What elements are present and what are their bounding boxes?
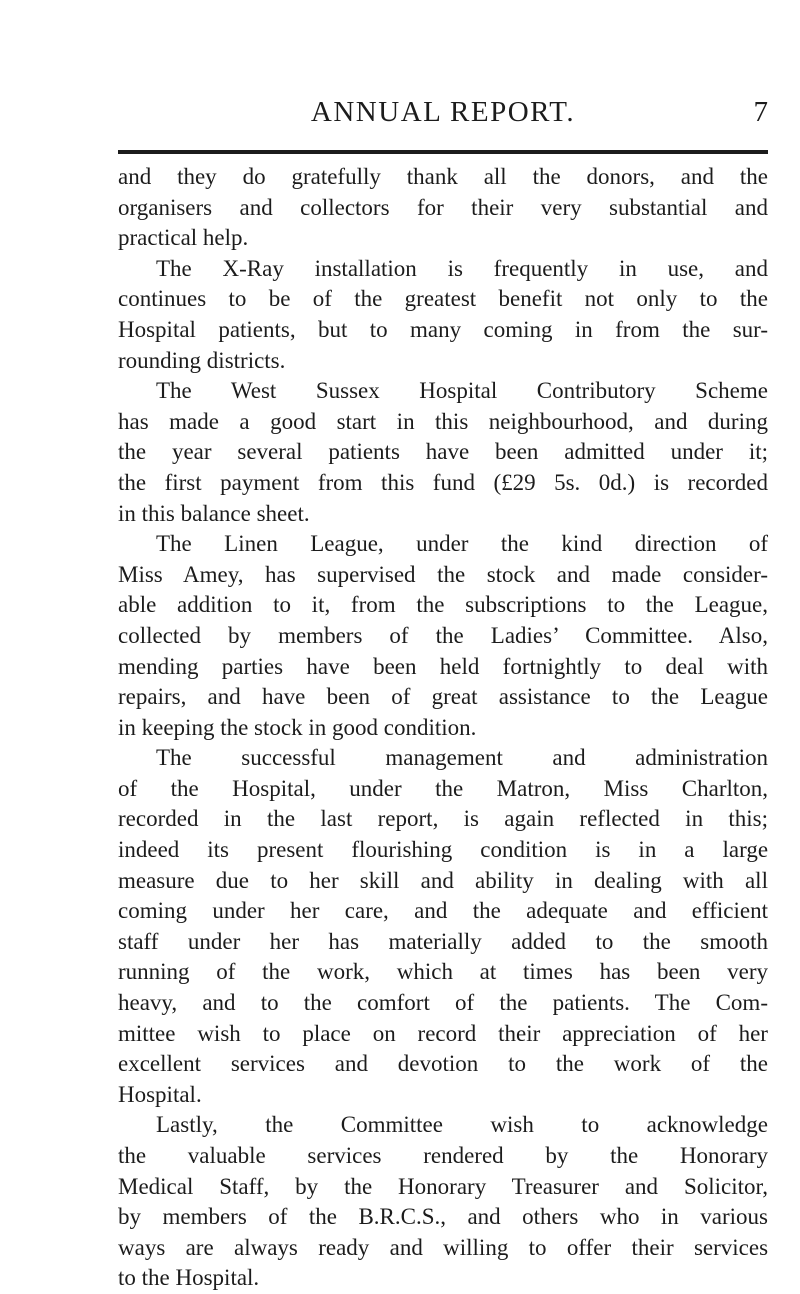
- text-line: in keeping the stock in good condition.: [118, 714, 477, 740]
- text-line: running of the work, which at times has been very: [118, 959, 768, 985]
- text-line: Hospital patients, but to many coming in from the sur-: [118, 316, 769, 342]
- paragraph-linen-league: [118, 529, 768, 743]
- text-line: The X-Ray installation is frequently in use, and: [156, 255, 768, 281]
- text-line: ways are always ready and willing to offer their services: [118, 1234, 769, 1260]
- text-line: continues to be of the greatest benefit not only to the: [118, 286, 768, 312]
- text-line: of the Hospital, under the Matron, Miss Charlton,: [118, 775, 769, 801]
- text-line: mittee wish to place on record their appreciation of her: [118, 1020, 768, 1046]
- paragraph-management: [118, 743, 768, 1110]
- text-line: and they do gratefully thank all the donors, and the: [118, 164, 768, 189]
- paragraph-acknowledgements: [118, 1110, 768, 1294]
- text-line: the valuable services rendered by the Honorary: [118, 1143, 769, 1168]
- paragraph-donors: [118, 162, 768, 254]
- text-line: The successful management and administration: [156, 745, 768, 771]
- text-line: heavy, and to the comfort of the patients. The Com-: [118, 990, 768, 1016]
- text-line: rounding districts.: [118, 347, 286, 373]
- text-line: recorded in the last report, is again reflected in this;: [118, 806, 769, 832]
- text-line: mending parties have been held fortnightly to deal with: [118, 653, 769, 679]
- text-line: Miss Amey, has supervised the stock and made consider-: [118, 561, 768, 587]
- text-line: the year several patients have been admitted under it;: [118, 439, 768, 465]
- text-line: organisers and collectors for their very substantial and: [118, 194, 769, 220]
- text-line: to the Hospital.: [118, 1265, 260, 1291]
- text-line: by members of the B.R.C.S., and others who in various: [118, 1204, 768, 1230]
- text-line: practical help.: [118, 225, 249, 251]
- text-line: able addition to it, from the subscriptions to the League,: [118, 592, 769, 618]
- text-line: coming under her care, and the adequate and efficient: [118, 898, 768, 924]
- paragraph-contributory-scheme: [118, 376, 768, 529]
- text-line: The West Sussex Hospital Contributory Scheme: [156, 378, 768, 404]
- text-line: excellent services and devotion to the work of the: [118, 1051, 769, 1077]
- running-head: [118, 92, 768, 132]
- text-line: Hospital.: [118, 1081, 202, 1107]
- text-line: The Linen League, under the kind direction of: [156, 531, 769, 557]
- body-text: [118, 162, 768, 1294]
- text-line: the first payment from this fund (£29 5s. 0d.) is recorded: [118, 469, 768, 495]
- text-line: in this balance sheet.: [118, 500, 310, 526]
- text-line: staff under her has materially added to the smooth: [118, 928, 768, 954]
- text-line: measure due to her skill and ability in dealing with all: [118, 867, 768, 893]
- text-line: has made a good start in this neighbourhood, and during: [118, 408, 768, 434]
- header-rule: [118, 150, 768, 154]
- paragraph-x-ray: [118, 254, 768, 376]
- text-line: indeed its present flourishing condition is in a large: [118, 837, 769, 863]
- running-title: ANNUAL REPORT.: [310, 96, 576, 128]
- text-line: collected by members of the Ladies’ Committee. Also,: [118, 622, 768, 648]
- page-number: 7: [753, 96, 768, 128]
- text-line: Lastly, the Committee wish to acknowledge: [156, 1112, 768, 1138]
- text-line: Medical Staff, by the Honorary Treasurer and Solicitor,: [118, 1173, 769, 1199]
- text-line: repairs, and have been of great assistance to the League: [118, 684, 769, 710]
